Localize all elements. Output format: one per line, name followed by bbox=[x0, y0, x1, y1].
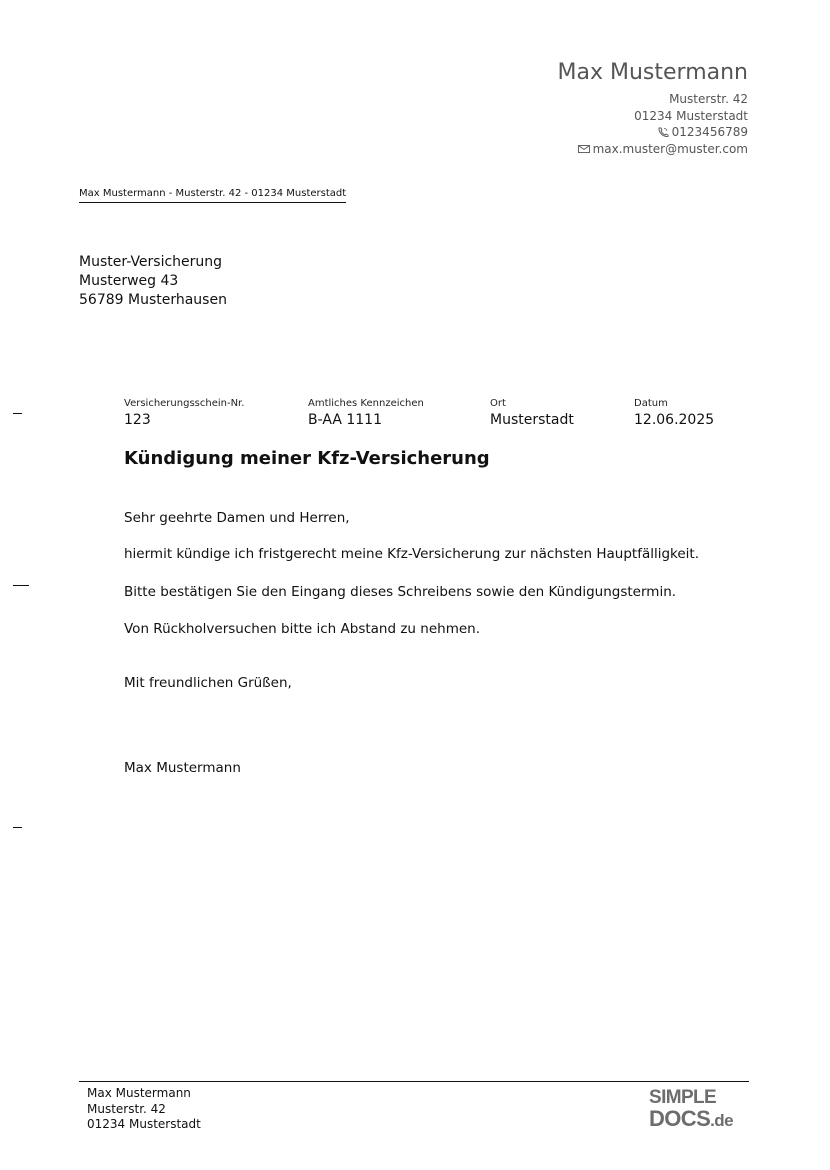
footer-street: Musterstr. 42 bbox=[87, 1101, 166, 1116]
letter-subject: Kündigung meiner Kfz-Versicherung bbox=[124, 448, 490, 469]
place-label: Ort bbox=[490, 398, 506, 409]
recipient-street: Musterweg 43 bbox=[79, 273, 179, 289]
logo-line-2 bbox=[649, 1106, 733, 1130]
license-plate-label: Amtliches Kennzeichen bbox=[308, 398, 424, 409]
body-paragraph-1: hiermit kündige ich fristgerecht meine Kfz-Versicherung zur nächsten Hauptfälligkeit. bbox=[124, 546, 700, 562]
phone-icon bbox=[657, 127, 669, 137]
logo-line-1: SIMPLE bbox=[649, 1087, 717, 1108]
sender-city: 01234 Musterstadt bbox=[634, 108, 748, 123]
fold-mark-top bbox=[13, 413, 22, 414]
place-value: Musterstadt bbox=[490, 412, 574, 428]
body-paragraph-3: Von Rückholversuchen bitte ich Abstand zu nehmen. bbox=[124, 621, 480, 637]
sender-name: Max Mustermann bbox=[557, 60, 748, 85]
recipient-name: Muster-Versicherung bbox=[79, 254, 223, 270]
logo-docs: DOCS bbox=[649, 1106, 711, 1130]
signature-name: Max Mustermann bbox=[124, 760, 241, 776]
fold-mark-bottom bbox=[13, 827, 22, 828]
closing: Mit freundlichen Grüßen, bbox=[124, 675, 292, 691]
footer-name: Max Mustermann bbox=[87, 1086, 191, 1100]
sender-phone: 0123456789 bbox=[671, 125, 748, 139]
date-value: 12.06.2025 bbox=[634, 412, 715, 428]
body-paragraph-2: Bitte bestätigen Sie den Eingang dieses Schreibens sowie den Kündigungstermin. bbox=[124, 584, 677, 600]
footer-divider bbox=[79, 1081, 749, 1082]
sender-address bbox=[578, 91, 748, 157]
recipient-address bbox=[79, 253, 227, 310]
date-label: Datum bbox=[634, 398, 668, 409]
sender-phone-line bbox=[578, 124, 748, 141]
footer-address bbox=[87, 1086, 201, 1133]
license-plate-value: B-AA 1111 bbox=[308, 412, 382, 428]
sender-email: max.muster@muster.com bbox=[592, 141, 748, 156]
return-address-line: Max Mustermann - Musterstr. 42 - 01234 Musterstadt bbox=[79, 187, 346, 203]
punch-hole-mark bbox=[13, 585, 29, 586]
recipient-city: 56789 Musterhausen bbox=[79, 292, 227, 308]
salutation: Sehr geehrte Damen und Herren, bbox=[124, 510, 350, 526]
sender-email-line bbox=[578, 141, 748, 158]
policy-number-value: 123 bbox=[124, 412, 151, 428]
simpledocs-logo bbox=[648, 1086, 748, 1130]
sender-street: Musterstr. 42 bbox=[669, 92, 748, 106]
footer-city: 01234 Musterstadt bbox=[87, 1117, 201, 1131]
policy-number-label: Versicherungsschein-Nr. bbox=[124, 398, 245, 409]
envelope-icon bbox=[578, 144, 590, 154]
logo-suffix: .de bbox=[710, 1111, 733, 1130]
